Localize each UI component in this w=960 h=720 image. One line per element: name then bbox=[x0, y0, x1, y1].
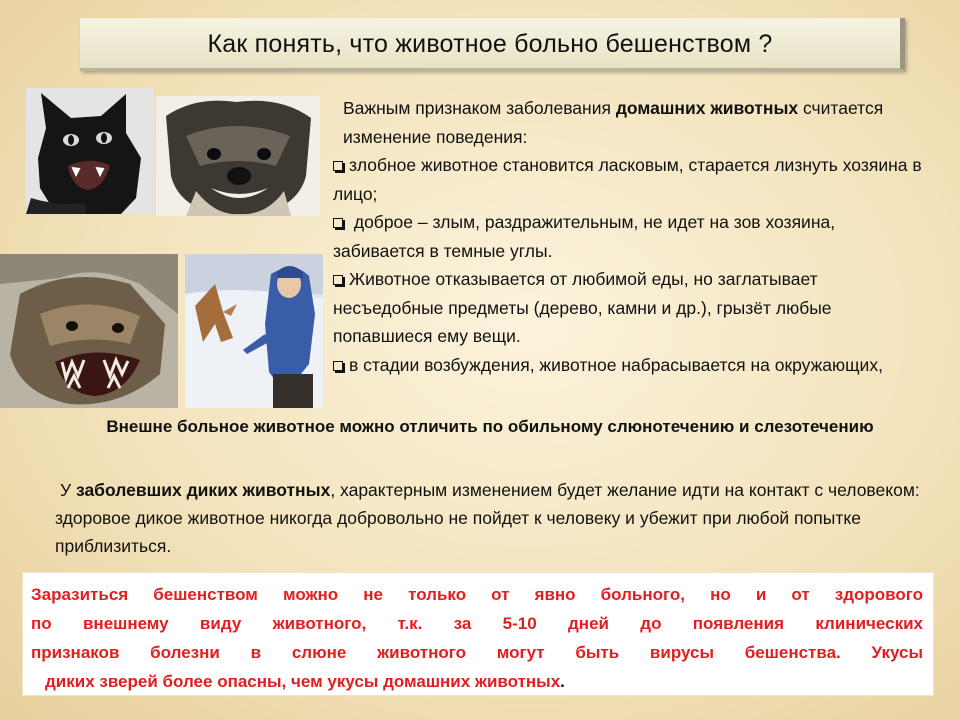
checkbox-bullet-icon bbox=[333, 218, 343, 228]
bullet-item: Животное отказывается от любимой еды, но заглатывает несъедобные предметы (дерево, камни и др.), грызёт любые попавшиеся ему вещи. bbox=[333, 269, 832, 346]
bullet-item: в стадии возбуждения, животное набрасывается на окружающих, bbox=[333, 351, 923, 380]
saliva-note: Внешне больное животное можно отличить по обильному слюнотечению и слезотечению bbox=[106, 417, 874, 436]
checkbox-bullet-icon bbox=[333, 275, 343, 285]
domestic-intro: Важным признаком заболевания домашних животных считается изменение поведения: bbox=[343, 98, 884, 147]
page-title: Как понять, что животное больно бешенством ? bbox=[207, 30, 773, 58]
checkbox-bullet-icon bbox=[333, 361, 343, 371]
snarling-dog-photo bbox=[156, 96, 320, 216]
black-cat-photo bbox=[26, 88, 154, 214]
title-bar bbox=[80, 18, 905, 71]
fox-and-child-photo bbox=[185, 254, 323, 408]
bullet-item: доброе – злым, раздражительным, не идет на зов хозяина, забивается в темные углы. bbox=[333, 212, 836, 261]
domestic-intro-bold: домашних животных bbox=[615, 98, 799, 118]
bullet-item: злобное животное становится ласковым, старается лизнуть хозяина в лицо; bbox=[333, 155, 922, 204]
checkbox-bullet-icon bbox=[333, 161, 343, 171]
domestic-signs bbox=[333, 94, 923, 379]
warning-line: признаков болезни в слюне животного могут быть вирусы бешенства. Укусы bbox=[31, 643, 923, 662]
rabid-dog-photo bbox=[0, 254, 178, 408]
warning-line: по внешнему виду животного, т.к. за 5-10 дней до появления клинических bbox=[31, 614, 923, 633]
warning-line: Заразиться бешенством можно не только от явно больного, но и от здорового bbox=[31, 585, 923, 604]
wild-animals-text: У заболевших диких животных, характерным изменением будет желание идти на контакт с человеком: здоровое дикое животное никогда добровольно не пойдет к человеку и убежит при любой попытке приблизиться. bbox=[55, 480, 920, 556]
warning-box bbox=[22, 572, 934, 696]
wild-animals-bold: заболевших диких животных bbox=[75, 480, 331, 500]
warning-line: диких зверей более опасны, чем укусы домашних животных. bbox=[45, 672, 565, 691]
